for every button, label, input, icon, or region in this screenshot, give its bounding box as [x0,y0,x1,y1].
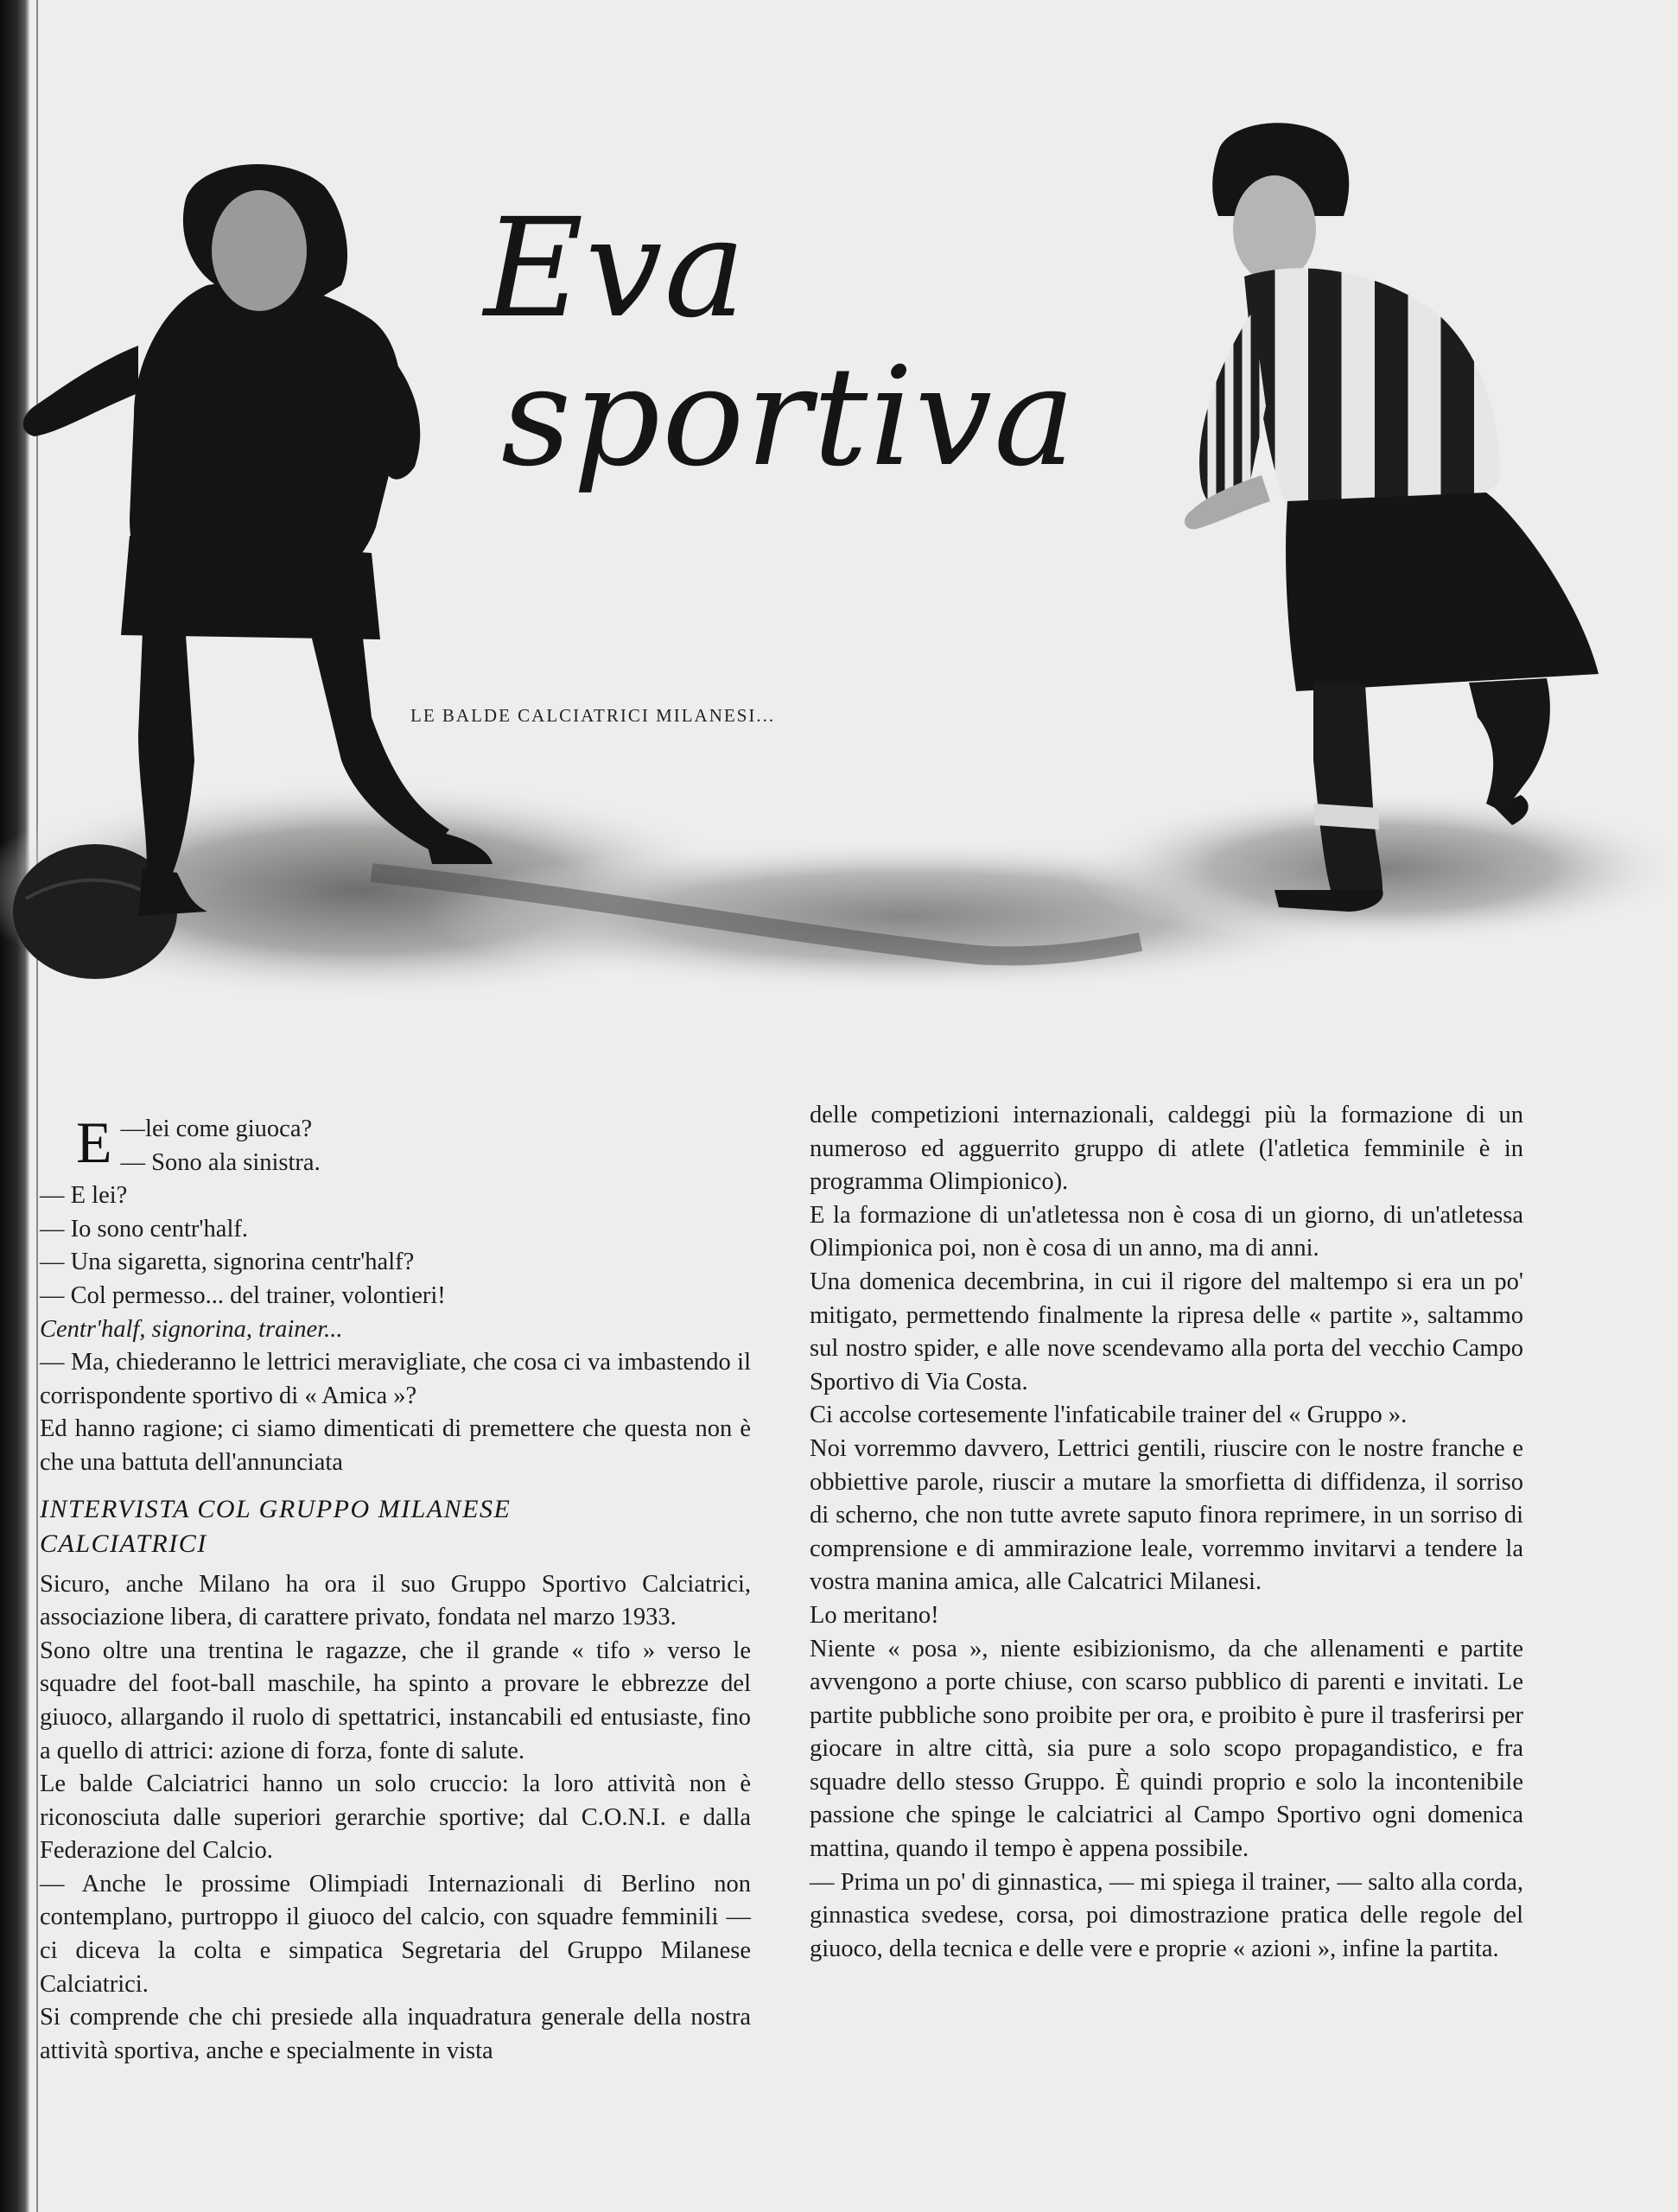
title-line-2: sportiva [501,338,1077,497]
paragraph: E la formazione di un'atletessa non è cosa di un giorno, di un'atletessa Olimpionica poi, non è cosa di un anno, ma di anni. [810,1201,1523,1262]
dialogue-line: — E lei? [40,1182,128,1210]
section-heading-line-1: INTERVISTA COL GRUPPO MILANESE [40,1494,512,1523]
title-line-1: Eva [484,189,747,348]
dialogue-line: — Ma, chiederanno le lettrici meravigliate, che cosa ci va imbastendo il corrispondente sportivo di « Amica »? [40,1349,751,1409]
pitch-ground [0,778,1678,1002]
left-column [40,1109,751,2068]
article-title [484,189,1141,497]
paragraph: Si comprende che chi presiede alla inquadratura generale della nostra attività sportiva, anche e specialmente in vista [40,2004,751,2064]
header-photograph [0,0,1678,1020]
photo-caption: LE BALDE CALCIATRICI MILANESI... [410,705,776,726]
section-heading-line-2: CALCIATRICI [40,1529,207,1558]
paragraph: Ci accolse cortesemente l'infaticabile trainer del « Gruppo ». [810,1402,1408,1429]
paragraph: Sono oltre una trentina le ragazze, che il grande « tifo » verso le squadre del foot-ball maschile, ha spinto a provare le ebbrezze del giuoco, allargando il ruolo di spettatrici, instancabili ed entusiaste, fino a quello di attrici: azione di forza, fonte di salute. [40,1637,751,1764]
paragraph: Niente « posa », niente esibizionismo, da che allenamenti e partite avvengono a porte chiuse, con scarso pubblico di parenti e invitati. Le partite pubbliche sono proibite per ora, e proibito è pure il trasferirsi per giocare in altre città, sia pure a solo scopo propagandistico, e fra squadre dello stesso Gruppo. È quindi proprio e solo la incontenibile passione che spinge le calciatrici al Campo Sportivo ogni domenica mattina, quando il tempo è appena possibile. [810,1635,1523,1863]
right-column [810,1099,1523,1966]
player-left-face [212,190,307,311]
paragraph: — Anche le prossime Olimpiadi Internazionali di Berlino non contemplano, purtroppo il giuoco del calcio, con squadre femminili — ci diceva la colta e simpatica Segretaria del Gruppo Milanese Calciatrici. [40,1870,751,1998]
dialogue-line: — Sono ala sinistra. [120,1148,321,1176]
dialogue-line: Centr'half, signorina, trainer... [40,1315,343,1343]
paragraph: Le balde Calciatrici hanno un solo cruccio: la loro attività non è riconosciuta dalle superiori gerarchie sportive; dal C.O.N.I. e dalla Federazione del Calcio. [40,1770,751,1865]
paragraph: Lo meritano! [810,1601,939,1629]
paragraph: — Prima un po' di ginnastica, — mi spiega il trainer, — salto alla corda, ginnastica svedese, corsa, poi dimostrazione pratica delle regole del giuoco, della tecnica e delle vere e proprie « azioni », infine la partita. [810,1868,1523,1962]
section-heading [40,1492,751,1561]
paragraph: delle competizioni internazionali, caldeggi più la formazione di un numeroso ed agguerrito gruppo di atlete (l'atletica femminile è in programma Olimpionico). [810,1102,1523,1196]
paragraph: Sicuro, anche Milano ha ora il suo Gruppo Sportivo Calciatrici, associazione libera, di carattere privato, fondata nel marzo 1933. [40,1570,751,1631]
dialogue-dash: — [120,1116,146,1142]
paragraph: Una domenica decembrina, in cui il rigore del maltempo si era un po' mitigato, permettendo finalmente la ripresa delle « partite », saltammo sul nostro spider, e alle nove scendevamo alla porta del vecchio Campo Sportivo di Via Costa. [810,1268,1523,1395]
dialogue-line: — Una sigaretta, signorina centr'half? [40,1249,415,1276]
paragraph: Noi vorremmo davvero, Lettrici gentili, riuscire con le nostre franche e obbiettive parole, riuscir a mutare la smorfietta di diffidenza, il sorriso di scherno, che non tutte avrete saputo finora reprimere, in un sorriso di comprensione e di ammirazione leale, vorremmo invitarvi a tendere la vostra manina amica, alle Calcatrici Milanesi. [810,1434,1523,1596]
dialogue-line: — Io sono centr'half. [40,1215,248,1243]
dialogue-line: — Col permesso... del trainer, volontieri! [40,1281,446,1309]
dialogue-line: lei come giuoca? [145,1116,313,1142]
dialogue-line: Ed hanno ragione; ci siamo dimenticati di premettere che questa non è che una battuta dell'annunciata [40,1415,751,1476]
drop-cap-letter: E [76,1109,112,1175]
